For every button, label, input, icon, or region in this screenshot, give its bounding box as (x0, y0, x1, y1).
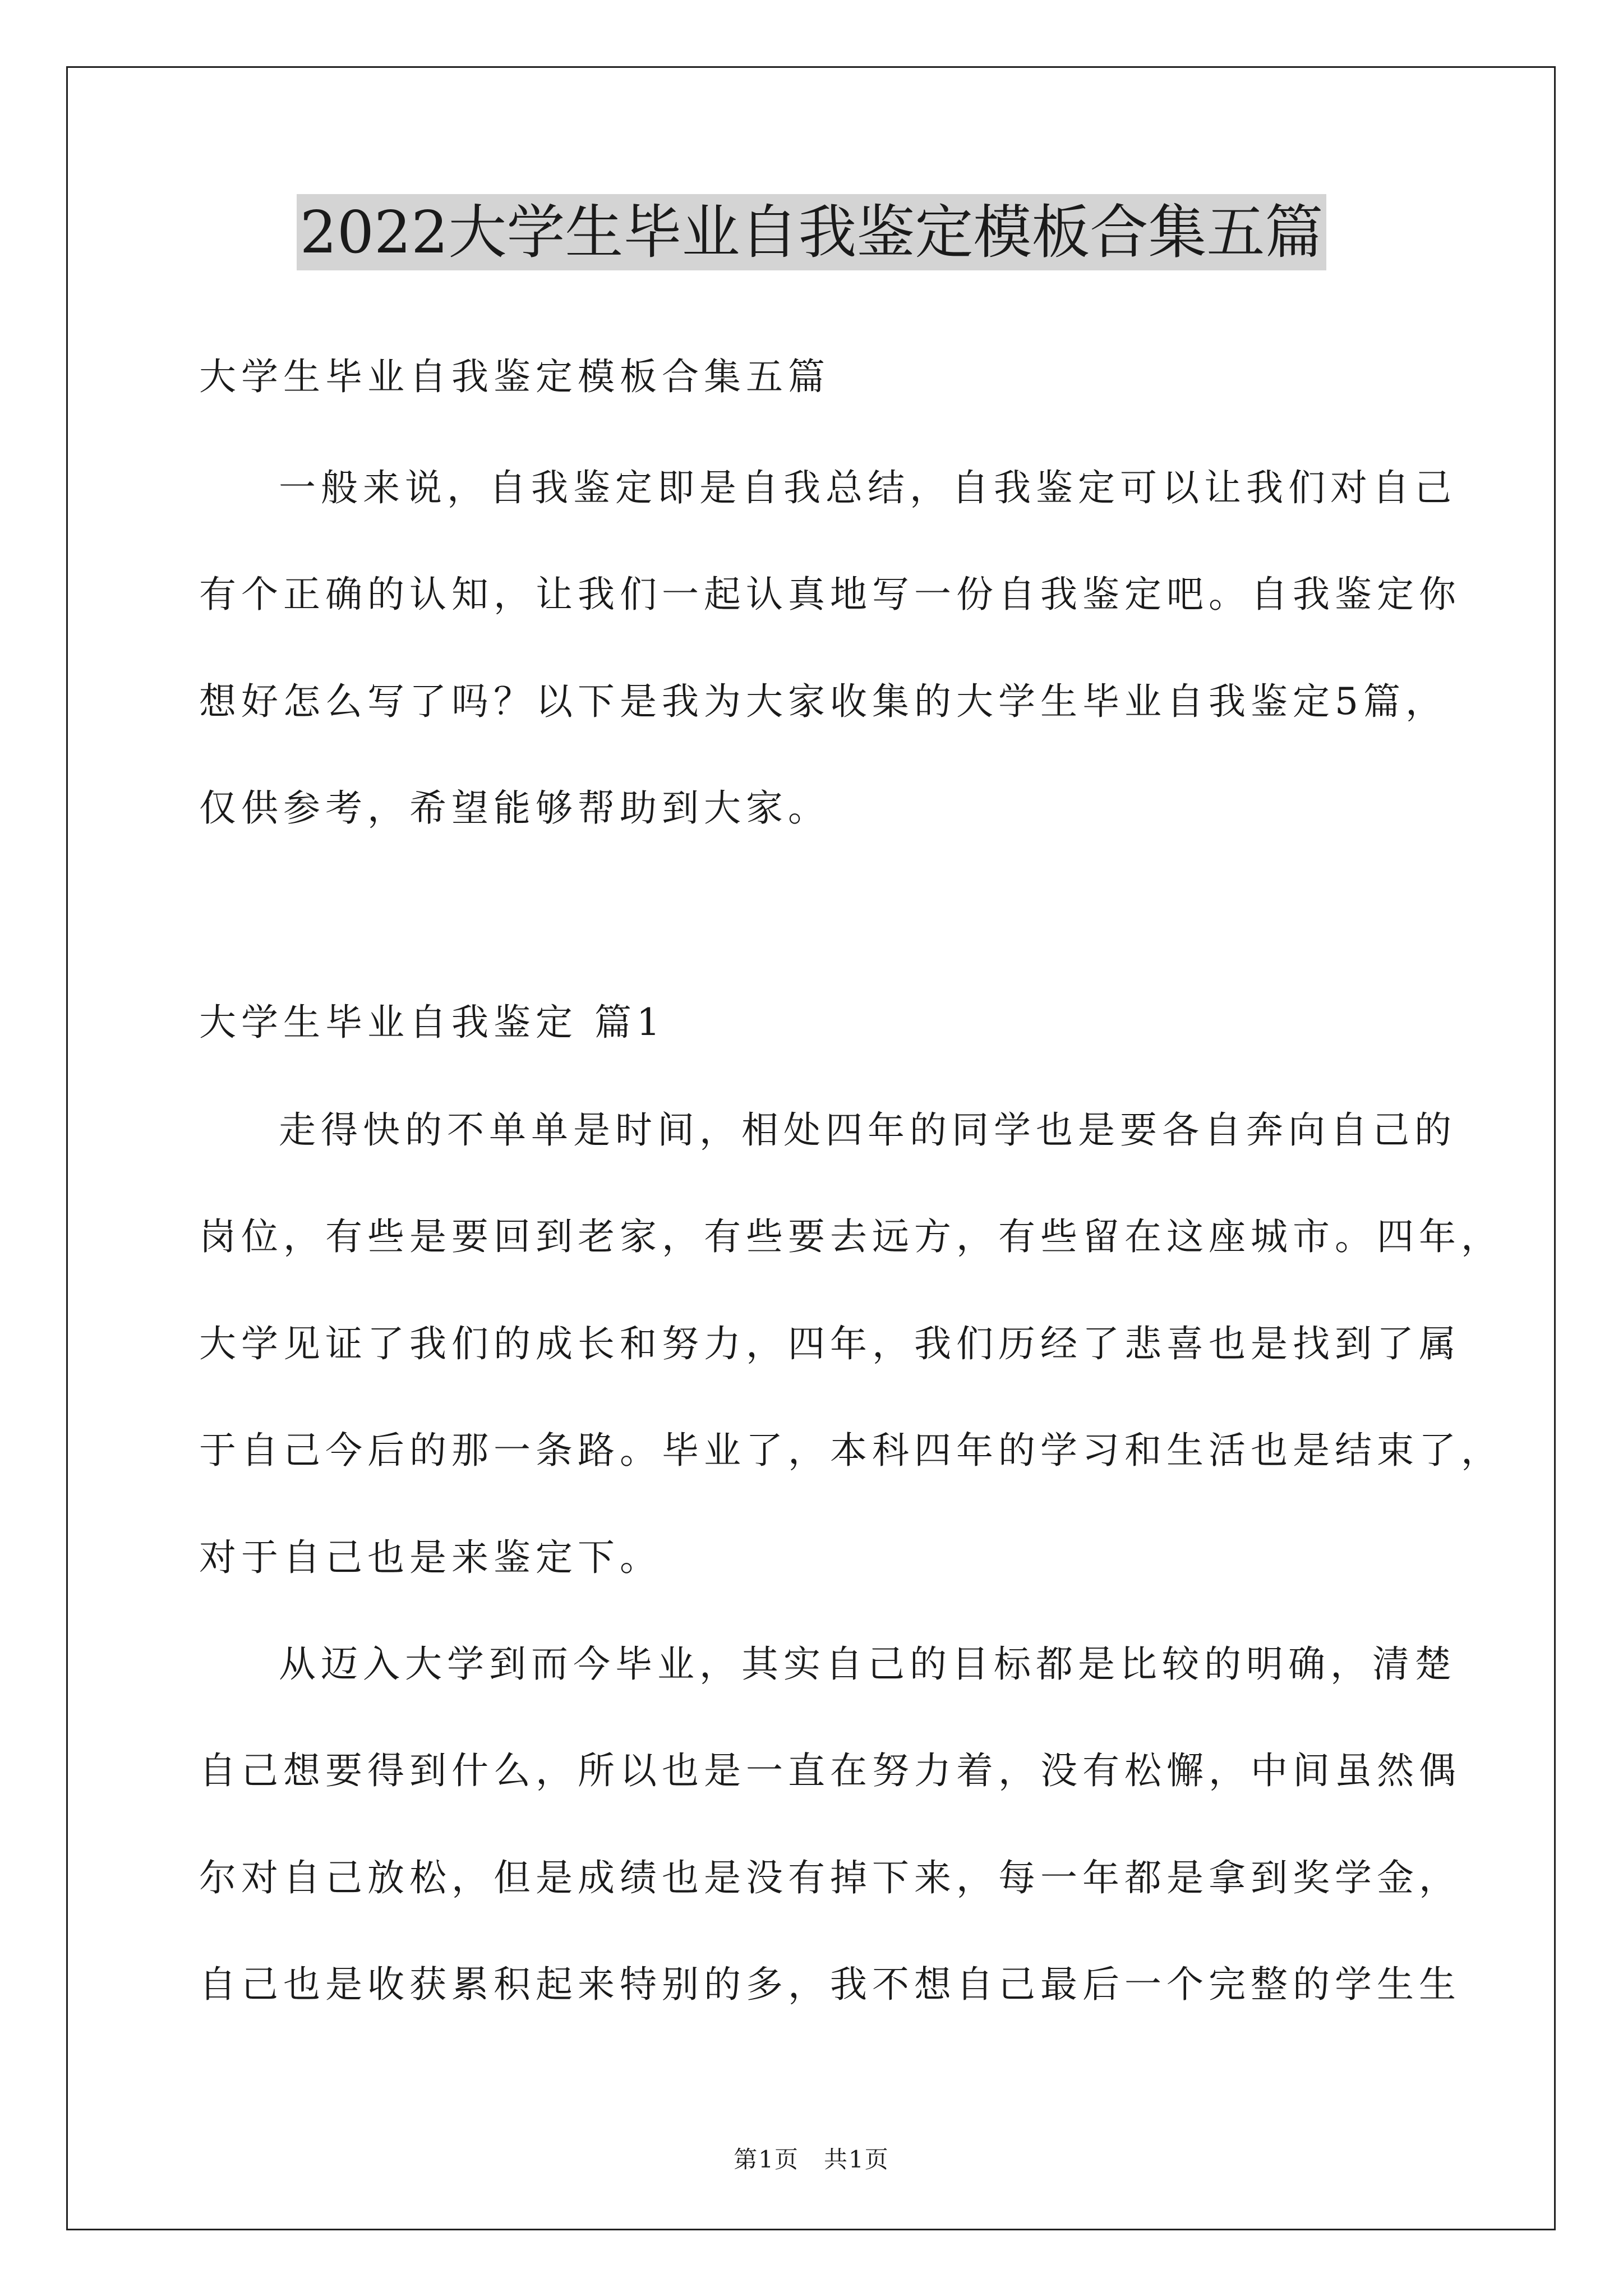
paragraph-line: 尔对自己放松，但是成绩也是没有掉下来，每一年都是拿到奖学金， (199, 1856, 1461, 1899)
paragraph-line: 自己想要得到什么，所以也是一直在努力着，没有松懈，中间虽然偶 (199, 1749, 1461, 1792)
page-number: 第1页 (734, 2146, 799, 2173)
paragraph-line: 走得快的不单单是时间，相处四年的同学也是要各自奔向自己的 (279, 1108, 1456, 1152)
paragraph-line: 从迈入大学到而今毕业，其实自己的目标都是比较的明确，清楚 (279, 1642, 1456, 1686)
intro-line: 有个正确的认知，让我们一起认真地写一份自我鉴定吧。自我鉴定你 (199, 573, 1461, 616)
intro-line: 仅供参考，希望能够帮助到大家。 (199, 786, 830, 830)
paragraph-line: 岗位，有些是要回到老家，有些要去远方，有些留在这座城市。四年， (199, 1215, 1503, 1258)
document-title: 2022大学生毕业自我鉴定模板合集五篇 (297, 194, 1327, 270)
page-total: 共1页 (824, 2146, 889, 2173)
intro-line: 想好怎么写了吗？以下是我为大家收集的大学生毕业自我鉴定5篇， (199, 680, 1447, 723)
section-heading: 大学生毕业自我鉴定 篇1 (199, 1001, 665, 1044)
paragraph-line: 于自己今后的那一条路。毕业了，本科四年的学习和生活也是结束了， (199, 1429, 1503, 1472)
paragraph-line: 自己也是收获累积起来特别的多，我不想自己最后一个完整的学生生 (199, 1963, 1461, 2006)
paragraph-line: 对于自己也是来鉴定下。 (199, 1536, 662, 1579)
title-wrap (0, 194, 1623, 270)
document-subtitle: 大学生毕业自我鉴定模板合集五篇 (199, 355, 830, 398)
page-footer (0, 2144, 1623, 2175)
intro-line: 一般来说，自我鉴定即是自我总结，自我鉴定可以让我们对自己 (279, 466, 1456, 509)
paragraph-line: 大学见证了我们的成长和努力，四年，我们历经了悲喜也是找到了属 (199, 1322, 1461, 1365)
